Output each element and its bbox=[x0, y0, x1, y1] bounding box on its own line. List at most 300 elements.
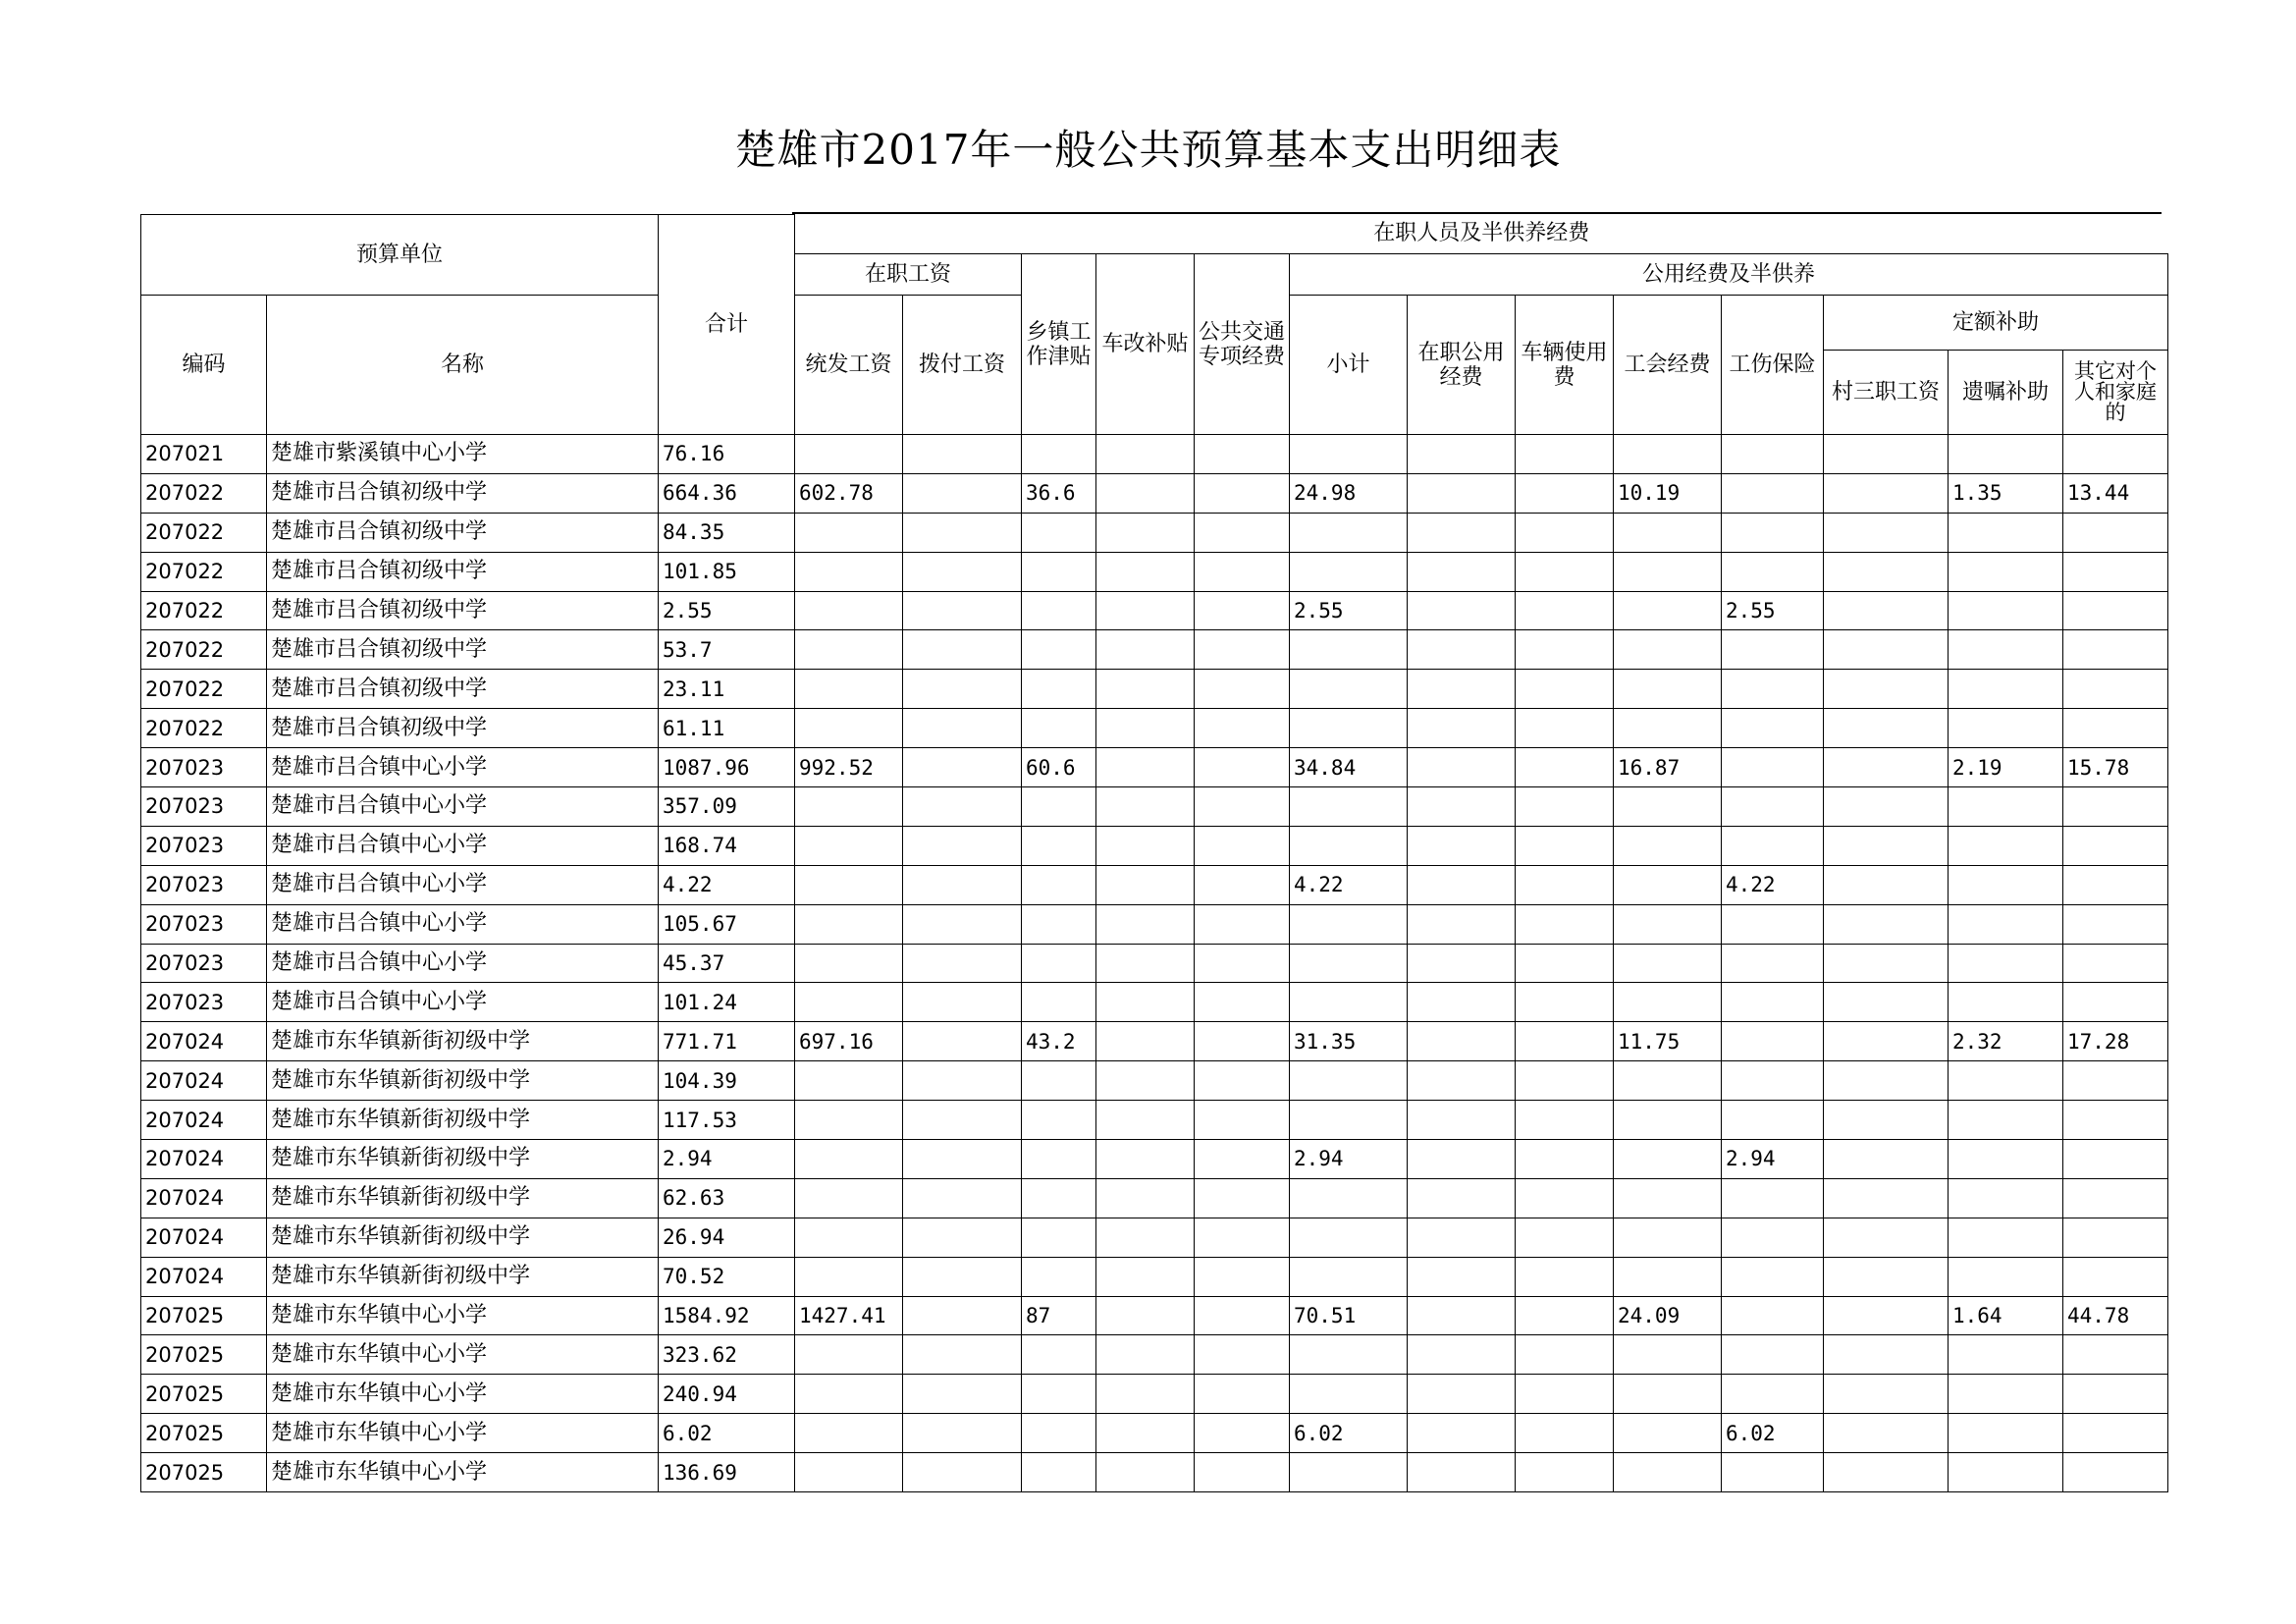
cell-total: 168.74 bbox=[659, 826, 795, 865]
cell-total: 61.11 bbox=[659, 709, 795, 748]
cell-village bbox=[1824, 552, 1949, 591]
cell-code: 207022 bbox=[141, 591, 267, 630]
cell-name: 楚雄市吕合镇中心小学 bbox=[267, 787, 659, 827]
cell-name: 楚雄市紫溪镇中心小学 bbox=[267, 435, 659, 474]
table-row bbox=[141, 787, 2168, 827]
cell-vehicle bbox=[1516, 1101, 1614, 1140]
cell-allocated bbox=[903, 670, 1022, 709]
cell-injury: 6.02 bbox=[1722, 1414, 1824, 1453]
cell-union bbox=[1614, 1257, 1722, 1296]
cell-other bbox=[2063, 1101, 2168, 1140]
cell-bequest bbox=[1949, 552, 2063, 591]
cell-village bbox=[1824, 1257, 1949, 1296]
cell-name: 楚雄市吕合镇初级中学 bbox=[267, 591, 659, 630]
cell-transport bbox=[1195, 1140, 1290, 1179]
cell-village bbox=[1824, 670, 1949, 709]
table-row bbox=[141, 904, 2168, 944]
cell-subtotal: 4.22 bbox=[1290, 865, 1408, 904]
table-header bbox=[141, 215, 2168, 435]
header-vehicle: 车辆使用费 bbox=[1516, 296, 1614, 435]
cell-car bbox=[1096, 983, 1195, 1022]
cell-code: 207024 bbox=[141, 1178, 267, 1218]
cell-code: 207023 bbox=[141, 904, 267, 944]
cell-other bbox=[2063, 1414, 2168, 1453]
cell-bequest bbox=[1949, 1453, 2063, 1492]
cell-total: 771.71 bbox=[659, 1022, 795, 1061]
table-row bbox=[141, 826, 2168, 865]
cell-union bbox=[1614, 1061, 1722, 1101]
cell-transport bbox=[1195, 904, 1290, 944]
cell-union bbox=[1614, 513, 1722, 552]
cell-code: 207025 bbox=[141, 1375, 267, 1414]
cell-unified bbox=[795, 1335, 903, 1375]
cell-car bbox=[1096, 630, 1195, 670]
cell-allocated bbox=[903, 435, 1022, 474]
cell-other: 17.28 bbox=[2063, 1022, 2168, 1061]
cell-incumbent-public bbox=[1408, 1061, 1516, 1101]
cell-injury bbox=[1722, 630, 1824, 670]
cell-car bbox=[1096, 1061, 1195, 1101]
cell-township bbox=[1022, 1257, 1096, 1296]
cell-vehicle bbox=[1516, 944, 1614, 983]
cell-allocated bbox=[903, 904, 1022, 944]
cell-allocated bbox=[903, 630, 1022, 670]
cell-incumbent-public bbox=[1408, 709, 1516, 748]
cell-code: 207022 bbox=[141, 473, 267, 513]
header-code: 编码 bbox=[141, 296, 267, 435]
cell-unified: 992.52 bbox=[795, 748, 903, 787]
header-total: 合计 bbox=[659, 215, 795, 435]
cell-other bbox=[2063, 591, 2168, 630]
header-township-allowance: 乡镇工作津贴 bbox=[1022, 254, 1096, 435]
header-unified-salary: 统发工资 bbox=[795, 296, 903, 435]
cell-vehicle bbox=[1516, 1218, 1614, 1257]
cell-allocated bbox=[903, 1218, 1022, 1257]
header-incumbent-public: 在职公用经费 bbox=[1408, 296, 1516, 435]
cell-allocated bbox=[903, 1061, 1022, 1101]
cell-transport bbox=[1195, 1375, 1290, 1414]
header-quota-group: 定额补助 bbox=[1824, 296, 2168, 351]
cell-other bbox=[2063, 709, 2168, 748]
cell-village bbox=[1824, 748, 1949, 787]
cell-code: 207022 bbox=[141, 670, 267, 709]
cell-injury bbox=[1722, 1335, 1824, 1375]
header-village-cadre: 村三职工资 bbox=[1824, 351, 1949, 435]
cell-unified bbox=[795, 670, 903, 709]
cell-code: 207025 bbox=[141, 1296, 267, 1335]
cell-village bbox=[1824, 435, 1949, 474]
cell-car bbox=[1096, 826, 1195, 865]
cell-transport bbox=[1195, 1296, 1290, 1335]
cell-village bbox=[1824, 1218, 1949, 1257]
cell-allocated bbox=[903, 826, 1022, 865]
cell-bequest: 1.64 bbox=[1949, 1296, 2063, 1335]
cell-injury bbox=[1722, 709, 1824, 748]
cell-union bbox=[1614, 435, 1722, 474]
cell-car bbox=[1096, 513, 1195, 552]
cell-union bbox=[1614, 630, 1722, 670]
cell-township bbox=[1022, 1453, 1096, 1492]
cell-name: 楚雄市吕合镇初级中学 bbox=[267, 552, 659, 591]
cell-union bbox=[1614, 1414, 1722, 1453]
cell-incumbent-public bbox=[1408, 670, 1516, 709]
cell-village bbox=[1824, 1061, 1949, 1101]
cell-injury bbox=[1722, 1375, 1824, 1414]
cell-injury bbox=[1722, 944, 1824, 983]
cell-subtotal bbox=[1290, 983, 1408, 1022]
cell-township bbox=[1022, 513, 1096, 552]
cell-unified bbox=[795, 435, 903, 474]
cell-township bbox=[1022, 1140, 1096, 1179]
cell-name: 楚雄市东华镇中心小学 bbox=[267, 1296, 659, 1335]
cell-bequest bbox=[1949, 983, 2063, 1022]
cell-code: 207022 bbox=[141, 552, 267, 591]
cell-code: 207024 bbox=[141, 1022, 267, 1061]
cell-other bbox=[2063, 1061, 2168, 1101]
cell-injury bbox=[1722, 1218, 1824, 1257]
table-row bbox=[141, 1296, 2168, 1335]
cell-total: 23.11 bbox=[659, 670, 795, 709]
cell-allocated bbox=[903, 1022, 1022, 1061]
cell-bequest bbox=[1949, 435, 2063, 474]
cell-subtotal bbox=[1290, 1218, 1408, 1257]
cell-village bbox=[1824, 826, 1949, 865]
cell-village bbox=[1824, 1375, 1949, 1414]
cell-transport bbox=[1195, 1101, 1290, 1140]
cell-union: 16.87 bbox=[1614, 748, 1722, 787]
cell-name: 楚雄市东华镇新街初级中学 bbox=[267, 1218, 659, 1257]
cell-injury bbox=[1722, 1453, 1824, 1492]
cell-injury bbox=[1722, 826, 1824, 865]
cell-code: 207025 bbox=[141, 1335, 267, 1375]
cell-unified bbox=[795, 1453, 903, 1492]
table-row bbox=[141, 1257, 2168, 1296]
cell-injury bbox=[1722, 670, 1824, 709]
cell-transport bbox=[1195, 865, 1290, 904]
cell-car bbox=[1096, 435, 1195, 474]
cell-other bbox=[2063, 1140, 2168, 1179]
cell-union: 10.19 bbox=[1614, 473, 1722, 513]
cell-transport bbox=[1195, 670, 1290, 709]
table-row bbox=[141, 1335, 2168, 1375]
cell-incumbent-public bbox=[1408, 1101, 1516, 1140]
cell-township bbox=[1022, 904, 1096, 944]
cell-township bbox=[1022, 630, 1096, 670]
cell-allocated bbox=[903, 865, 1022, 904]
cell-name: 楚雄市东华镇中心小学 bbox=[267, 1375, 659, 1414]
cell-incumbent-public bbox=[1408, 591, 1516, 630]
cell-code: 207025 bbox=[141, 1453, 267, 1492]
cell-incumbent-public bbox=[1408, 1296, 1516, 1335]
cell-transport bbox=[1195, 787, 1290, 827]
cell-total: 70.52 bbox=[659, 1257, 795, 1296]
cell-unified bbox=[795, 630, 903, 670]
cell-injury bbox=[1722, 1178, 1824, 1218]
cell-car bbox=[1096, 944, 1195, 983]
cell-unified bbox=[795, 904, 903, 944]
header-injury: 工伤保险 bbox=[1722, 296, 1824, 435]
header-allocated-salary: 拨付工资 bbox=[903, 296, 1022, 435]
table-row bbox=[141, 1375, 2168, 1414]
cell-total: 240.94 bbox=[659, 1375, 795, 1414]
cell-bequest bbox=[1949, 513, 2063, 552]
cell-subtotal bbox=[1290, 1335, 1408, 1375]
cell-village bbox=[1824, 983, 1949, 1022]
cell-vehicle bbox=[1516, 748, 1614, 787]
cell-township bbox=[1022, 1414, 1096, 1453]
cell-car bbox=[1096, 552, 1195, 591]
cell-incumbent-public bbox=[1408, 983, 1516, 1022]
cell-union bbox=[1614, 552, 1722, 591]
cell-injury bbox=[1722, 983, 1824, 1022]
cell-bequest bbox=[1949, 1101, 2063, 1140]
cell-bequest: 1.35 bbox=[1949, 473, 2063, 513]
cell-township bbox=[1022, 1101, 1096, 1140]
cell-injury bbox=[1722, 1257, 1824, 1296]
cell-unified bbox=[795, 1257, 903, 1296]
cell-incumbent-public bbox=[1408, 865, 1516, 904]
cell-code: 207024 bbox=[141, 1218, 267, 1257]
cell-unified bbox=[795, 826, 903, 865]
cell-incumbent-public bbox=[1408, 630, 1516, 670]
cell-other: 13.44 bbox=[2063, 473, 2168, 513]
cell-name: 楚雄市吕合镇中心小学 bbox=[267, 748, 659, 787]
cell-village bbox=[1824, 1101, 1949, 1140]
table-row bbox=[141, 865, 2168, 904]
table-row bbox=[141, 1453, 2168, 1492]
cell-other bbox=[2063, 1178, 2168, 1218]
cell-allocated bbox=[903, 552, 1022, 591]
cell-injury: 2.55 bbox=[1722, 591, 1824, 630]
cell-other bbox=[2063, 944, 2168, 983]
cell-township bbox=[1022, 787, 1096, 827]
cell-other bbox=[2063, 826, 2168, 865]
cell-vehicle bbox=[1516, 552, 1614, 591]
cell-township bbox=[1022, 983, 1096, 1022]
table-row bbox=[141, 435, 2168, 474]
cell-other bbox=[2063, 1218, 2168, 1257]
cell-vehicle bbox=[1516, 826, 1614, 865]
cell-total: 2.55 bbox=[659, 591, 795, 630]
cell-other bbox=[2063, 865, 2168, 904]
cell-village bbox=[1824, 1296, 1949, 1335]
cell-code: 207024 bbox=[141, 1140, 267, 1179]
table-row bbox=[141, 552, 2168, 591]
cell-vehicle bbox=[1516, 1140, 1614, 1179]
cell-village bbox=[1824, 1140, 1949, 1179]
cell-injury bbox=[1722, 1061, 1824, 1101]
header-other-personal: 其它对个人和家庭的 bbox=[2063, 351, 2168, 435]
cell-subtotal: 34.84 bbox=[1290, 748, 1408, 787]
cell-township: 36.6 bbox=[1022, 473, 1096, 513]
cell-union bbox=[1614, 1140, 1722, 1179]
cell-car bbox=[1096, 904, 1195, 944]
cell-transport bbox=[1195, 1414, 1290, 1453]
cell-township bbox=[1022, 552, 1096, 591]
cell-township bbox=[1022, 1061, 1096, 1101]
page-title: 楚雄市2017年一般公共预算基本支出明细表 bbox=[734, 126, 1562, 174]
cell-bequest bbox=[1949, 904, 2063, 944]
cell-car bbox=[1096, 1257, 1195, 1296]
cell-unified bbox=[795, 983, 903, 1022]
cell-transport bbox=[1195, 944, 1290, 983]
cell-total: 104.39 bbox=[659, 1061, 795, 1101]
cell-allocated bbox=[903, 748, 1022, 787]
cell-incumbent-public bbox=[1408, 1335, 1516, 1375]
cell-vehicle bbox=[1516, 865, 1614, 904]
cell-allocated bbox=[903, 1101, 1022, 1140]
table-row bbox=[141, 1218, 2168, 1257]
cell-code: 207022 bbox=[141, 709, 267, 748]
cell-subtotal bbox=[1290, 630, 1408, 670]
cell-unified bbox=[795, 1375, 903, 1414]
cell-bequest bbox=[1949, 1178, 2063, 1218]
cell-unified: 1427.41 bbox=[795, 1296, 903, 1335]
cell-code: 207021 bbox=[141, 435, 267, 474]
cell-car bbox=[1096, 865, 1195, 904]
cell-allocated bbox=[903, 787, 1022, 827]
cell-total: 2.94 bbox=[659, 1140, 795, 1179]
cell-subtotal bbox=[1290, 826, 1408, 865]
cell-unified bbox=[795, 787, 903, 827]
cell-name: 楚雄市吕合镇中心小学 bbox=[267, 865, 659, 904]
cell-injury bbox=[1722, 787, 1824, 827]
cell-injury bbox=[1722, 748, 1824, 787]
cell-name: 楚雄市吕合镇初级中学 bbox=[267, 670, 659, 709]
cell-union bbox=[1614, 1101, 1722, 1140]
table-row bbox=[141, 630, 2168, 670]
cell-unified bbox=[795, 709, 903, 748]
cell-union bbox=[1614, 904, 1722, 944]
cell-village bbox=[1824, 904, 1949, 944]
cell-car bbox=[1096, 1414, 1195, 1453]
cell-name: 楚雄市吕合镇初级中学 bbox=[267, 513, 659, 552]
table-row bbox=[141, 591, 2168, 630]
cell-unified: 697.16 bbox=[795, 1022, 903, 1061]
cell-subtotal bbox=[1290, 1453, 1408, 1492]
header-transport-special: 公共交通专项经费 bbox=[1195, 254, 1290, 435]
table-row bbox=[141, 709, 2168, 748]
cell-transport bbox=[1195, 1257, 1290, 1296]
cell-incumbent-public bbox=[1408, 473, 1516, 513]
cell-car bbox=[1096, 748, 1195, 787]
cell-name: 楚雄市吕合镇初级中学 bbox=[267, 630, 659, 670]
cell-incumbent-public bbox=[1408, 1414, 1516, 1453]
cell-injury bbox=[1722, 1101, 1824, 1140]
cell-other: 15.78 bbox=[2063, 748, 2168, 787]
header-union: 工会经费 bbox=[1614, 296, 1722, 435]
cell-vehicle bbox=[1516, 473, 1614, 513]
table-row bbox=[141, 983, 2168, 1022]
header-salary-group: 在职工资 bbox=[795, 254, 1022, 296]
cell-allocated bbox=[903, 1414, 1022, 1453]
cell-incumbent-public bbox=[1408, 1257, 1516, 1296]
cell-township: 60.6 bbox=[1022, 748, 1096, 787]
cell-union bbox=[1614, 865, 1722, 904]
cell-township bbox=[1022, 1218, 1096, 1257]
cell-name: 楚雄市吕合镇中心小学 bbox=[267, 983, 659, 1022]
cell-incumbent-public bbox=[1408, 552, 1516, 591]
cell-total: 76.16 bbox=[659, 435, 795, 474]
cell-car bbox=[1096, 591, 1195, 630]
cell-name: 楚雄市东华镇中心小学 bbox=[267, 1414, 659, 1453]
cell-village bbox=[1824, 787, 1949, 827]
cell-code: 207023 bbox=[141, 944, 267, 983]
cell-vehicle bbox=[1516, 1375, 1614, 1414]
cell-total: 136.69 bbox=[659, 1453, 795, 1492]
cell-vehicle bbox=[1516, 1061, 1614, 1101]
cell-incumbent-public bbox=[1408, 1178, 1516, 1218]
cell-allocated bbox=[903, 944, 1022, 983]
cell-village bbox=[1824, 591, 1949, 630]
cell-transport bbox=[1195, 591, 1290, 630]
cell-allocated bbox=[903, 513, 1022, 552]
cell-code: 207022 bbox=[141, 630, 267, 670]
cell-unified bbox=[795, 1414, 903, 1453]
cell-union bbox=[1614, 826, 1722, 865]
cell-allocated bbox=[903, 473, 1022, 513]
cell-village bbox=[1824, 709, 1949, 748]
cell-bequest bbox=[1949, 1061, 2063, 1101]
cell-unified: 602.78 bbox=[795, 473, 903, 513]
cell-union bbox=[1614, 1178, 1722, 1218]
cell-incumbent-public bbox=[1408, 787, 1516, 827]
cell-other bbox=[2063, 670, 2168, 709]
cell-unified bbox=[795, 1061, 903, 1101]
cell-village bbox=[1824, 1453, 1949, 1492]
cell-subtotal bbox=[1290, 1375, 1408, 1414]
cell-unified bbox=[795, 1178, 903, 1218]
cell-bequest bbox=[1949, 787, 2063, 827]
cell-total: 117.53 bbox=[659, 1101, 795, 1140]
cell-allocated bbox=[903, 591, 1022, 630]
cell-bequest bbox=[1949, 1257, 2063, 1296]
cell-village bbox=[1824, 944, 1949, 983]
cell-allocated bbox=[903, 1140, 1022, 1179]
cell-village bbox=[1824, 1178, 1949, 1218]
cell-vehicle bbox=[1516, 1414, 1614, 1453]
cell-union bbox=[1614, 944, 1722, 983]
cell-village bbox=[1824, 473, 1949, 513]
cell-incumbent-public bbox=[1408, 1453, 1516, 1492]
cell-code: 207025 bbox=[141, 1414, 267, 1453]
cell-transport bbox=[1195, 1178, 1290, 1218]
cell-vehicle bbox=[1516, 435, 1614, 474]
cell-allocated bbox=[903, 1375, 1022, 1414]
cell-allocated bbox=[903, 1335, 1022, 1375]
cell-name: 楚雄市东华镇新街初级中学 bbox=[267, 1140, 659, 1179]
cell-township bbox=[1022, 1375, 1096, 1414]
cell-allocated bbox=[903, 983, 1022, 1022]
cell-village bbox=[1824, 865, 1949, 904]
cell-transport bbox=[1195, 748, 1290, 787]
cell-vehicle bbox=[1516, 787, 1614, 827]
budget-table bbox=[140, 214, 2168, 1492]
cell-village bbox=[1824, 1022, 1949, 1061]
cell-unified bbox=[795, 513, 903, 552]
cell-vehicle bbox=[1516, 591, 1614, 630]
cell-village bbox=[1824, 630, 1949, 670]
cell-township: 87 bbox=[1022, 1296, 1096, 1335]
cell-car bbox=[1096, 1101, 1195, 1140]
table-row bbox=[141, 1061, 2168, 1101]
cell-unified bbox=[795, 1140, 903, 1179]
cell-code: 207023 bbox=[141, 826, 267, 865]
cell-vehicle bbox=[1516, 1335, 1614, 1375]
cell-vehicle bbox=[1516, 983, 1614, 1022]
cell-incumbent-public bbox=[1408, 1375, 1516, 1414]
cell-transport bbox=[1195, 983, 1290, 1022]
